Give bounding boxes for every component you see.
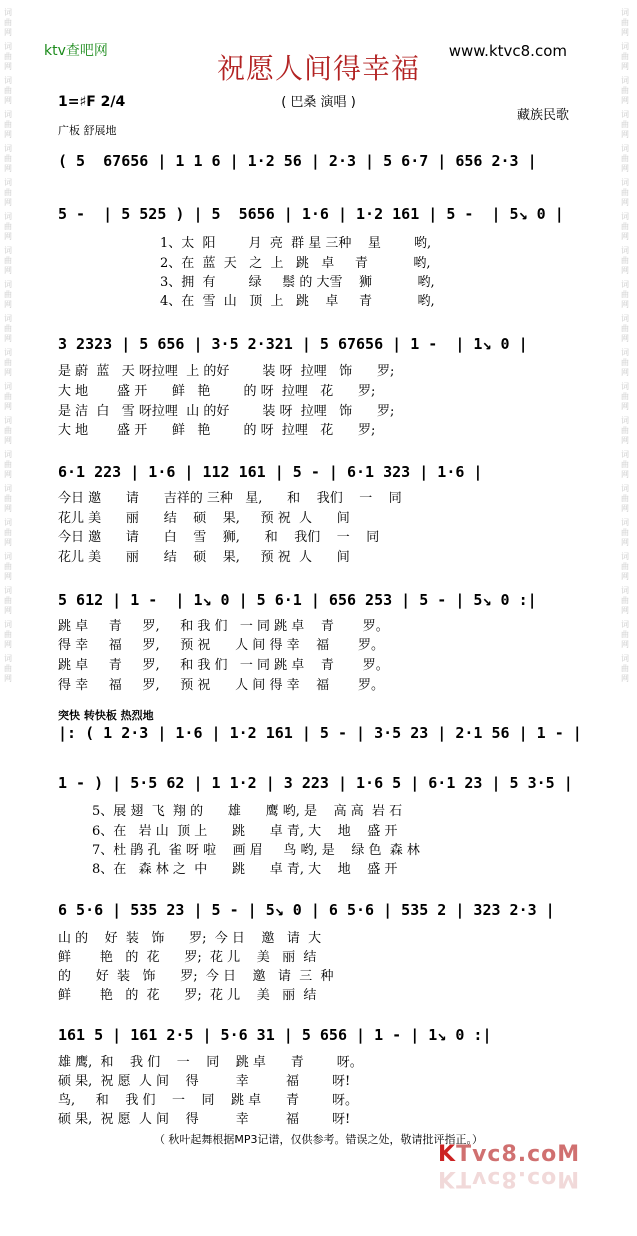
lyric-3-2: 花儿 美 丽 结 硕 果, 预 祝 人 间: [58, 511, 350, 526]
genre-label: 藏族民歌: [516, 108, 569, 123]
score-line-3: 3 2323 | 5 656 | 3·5 2·321 | 5 67656 | 1 - | 1↘ 0 |: [58, 335, 528, 353]
watermark-right: 词 曲 网 词 曲 网 词 曲 网 词 曲 网 词 曲 网 词 曲 网 词 曲 网 词 曲 网 词 曲 网 词 曲 网 词 曲 网 词 曲 网 词 曲 网 词 曲 网 词 曲 网 词 曲 网 词 曲 网 词 曲 网 词 曲 网 词 曲 网: [621, 8, 629, 683]
song-title: 祝愿人间得幸福: [216, 52, 420, 85]
logo-reflection: KTvc8.coM: [438, 1166, 581, 1191]
lyric-1-1: 1、太 阳 月 亮 群 星 三种 星 哟,: [160, 236, 432, 251]
lyric-4-3: 跳 卓 青 罗, 和 我 们 一 同 跳 卓 青 罗。: [58, 658, 389, 673]
lyric-6-4: 鲜 艳 的 花 罗; 花 儿 美 丽 结: [58, 988, 317, 1003]
lyric-1-3: 3、拥 有 绿 鬃 的 大雪 狮 哟,: [160, 275, 435, 290]
lyric-2-1: 是 蔚 蓝 天 呀拉哩 上 的好 装 呀 拉哩 饰 罗;: [58, 364, 395, 379]
lyric-3-4: 花儿 美 丽 结 硕 果, 预 祝 人 间: [58, 550, 350, 565]
lyric-7-4: 硕 果, 祝 愿 人 间 得 幸 福 呀!: [58, 1112, 351, 1127]
ktv-link[interactable]: ktv查吧网: [44, 43, 108, 59]
lyric-4-2: 得 幸 福 罗, 预 祝 人 间 得 幸 福 罗。: [58, 638, 385, 653]
score-line-6: |: ( 1 2·3 | 1·6 | 1·2 161 | 5 - | 3·5 23 | 2·1 56 | 1 - |: [58, 724, 582, 742]
lyric-2-4: 大 地 盛 开 鲜 艳 的 呀 拉哩 花 罗;: [58, 423, 376, 438]
tempo-marking: 广板 舒展地: [58, 124, 117, 137]
lyric-3-3: 今日 邀 请 白 雪 狮, 和 我们 一 同: [58, 530, 380, 545]
score-line-2: 5 - | 5 525 ) | 5 5656 | 1·6 | 1·2 161 | 5 - | 5↘ 0 |: [58, 205, 564, 223]
lyric-5-1: 5、展 翅 飞 翔 的 雄 鹰 哟, 是 高 高 岩 石: [92, 804, 403, 819]
score-line-8: 6 5·6 | 535 23 | 5 - | 5↘ 0 | 6 5·6 | 535 2 | 323 2·3 |: [58, 901, 555, 919]
lyric-4-1: 跳 卓 青 罗, 和 我 们 一 同 跳 卓 青 罗。: [58, 619, 389, 634]
lyric-6-1: 山 的 好 装 饰 罗; 今 日 邀 请 大: [58, 931, 322, 946]
lyric-5-2: 6、在 岩 山 顶 上 跳 卓 青, 大 地 盛 开: [92, 824, 398, 839]
lyric-5-4: 8、在 森 林 之 中 跳 卓 青, 大 地 盛 开: [92, 862, 398, 877]
score-line-5: 5 612 | 1 - | 1↘ 0 | 5 6·1 | 656 253 | 5 - | 5↘ 0 :|: [58, 591, 537, 609]
lyric-1-2: 2、在 蓝 天 之 上 跳 卓 青 哟,: [160, 256, 431, 271]
ktvc8-logo[interactable]: KTvc8.coM: [438, 1142, 581, 1167]
score-line-1: ( 5 67656 | 1 1 6 | 1·2 56 | 2·3 | 5 6·7 | 656 2·3 |: [58, 152, 537, 170]
watermark-left: 词 曲 网 词 曲 网 词 曲 网 词 曲 网 词 曲 网 词 曲 网 词 曲 网 词 曲 网 词 曲 网 词 曲 网 词 曲 网 词 曲 网 词 曲 网 词 曲 网 词 曲 网 词 曲 网 词 曲 网 词 曲 网 词 曲 网 词 曲 网: [4, 8, 12, 683]
lyric-6-2: 鲜 艳 的 花 罗; 花 儿 美 丽 结: [58, 950, 317, 965]
lyric-7-2: 硕 果, 祝 愿 人 间 得 幸 福 呀!: [58, 1074, 351, 1089]
lyric-3-1: 今日 邀 请 吉祥的 三种 星, 和 我们 一 同: [58, 491, 402, 506]
lyric-4-4: 得 幸 福 罗, 预 祝 人 间 得 幸 福 罗。: [58, 678, 385, 693]
lyric-7-1: 雄 鹰, 和 我 们 一 同 跳 卓 青 呀。: [58, 1055, 363, 1070]
lyric-2-2: 大 地 盛 开 鲜 艳 的 呀 拉哩 花 罗;: [58, 384, 376, 399]
key-signature: 1=♯F 2/4: [58, 94, 126, 110]
singer-credit: ( 巴桑 演唱 ): [281, 95, 356, 110]
lyric-6-3: 的 好 装 饰 罗; 今 日 邀 请 三 种: [58, 969, 334, 984]
score-line-9: 161 5 | 161 2·5 | 5·6 31 | 5 656 | 1 - | 1↘ 0 :|: [58, 1026, 492, 1044]
lyric-2-3: 是 洁 白 雪 呀拉哩 山 的好 装 呀 拉哩 饰 罗;: [58, 404, 395, 419]
lyric-5-3: 7、杜 鹃 孔 雀 呀 啦 画 眉 鸟 哟, 是 绿 色 森 林: [92, 843, 420, 858]
lyric-7-3: 鸟, 和 我 们 一 同 跳 卓 青 呀。: [58, 1093, 359, 1108]
transcription-note: （ 秋叶起舞根据MP3记谱，仅供参考。错误之处，敬请批评指正。）: [153, 1133, 484, 1146]
score-line-4: 6·1 223 | 1·6 | 112 161 | 5 - | 6·1 323 | 1·6 |: [58, 463, 483, 481]
score-line-7: 1 - ) | 5·5 62 | 1 1·2 | 3 223 | 1·6 5 | 6·1 23 | 5 3·5 |: [58, 774, 573, 792]
section-tempo-change: 突快 转快板 热烈地: [58, 709, 154, 722]
lyric-1-4: 4、在 雪 山 顶 上 跳 卓 青 哟,: [160, 294, 435, 309]
site-url[interactable]: www.ktvc8.com: [448, 42, 567, 60]
